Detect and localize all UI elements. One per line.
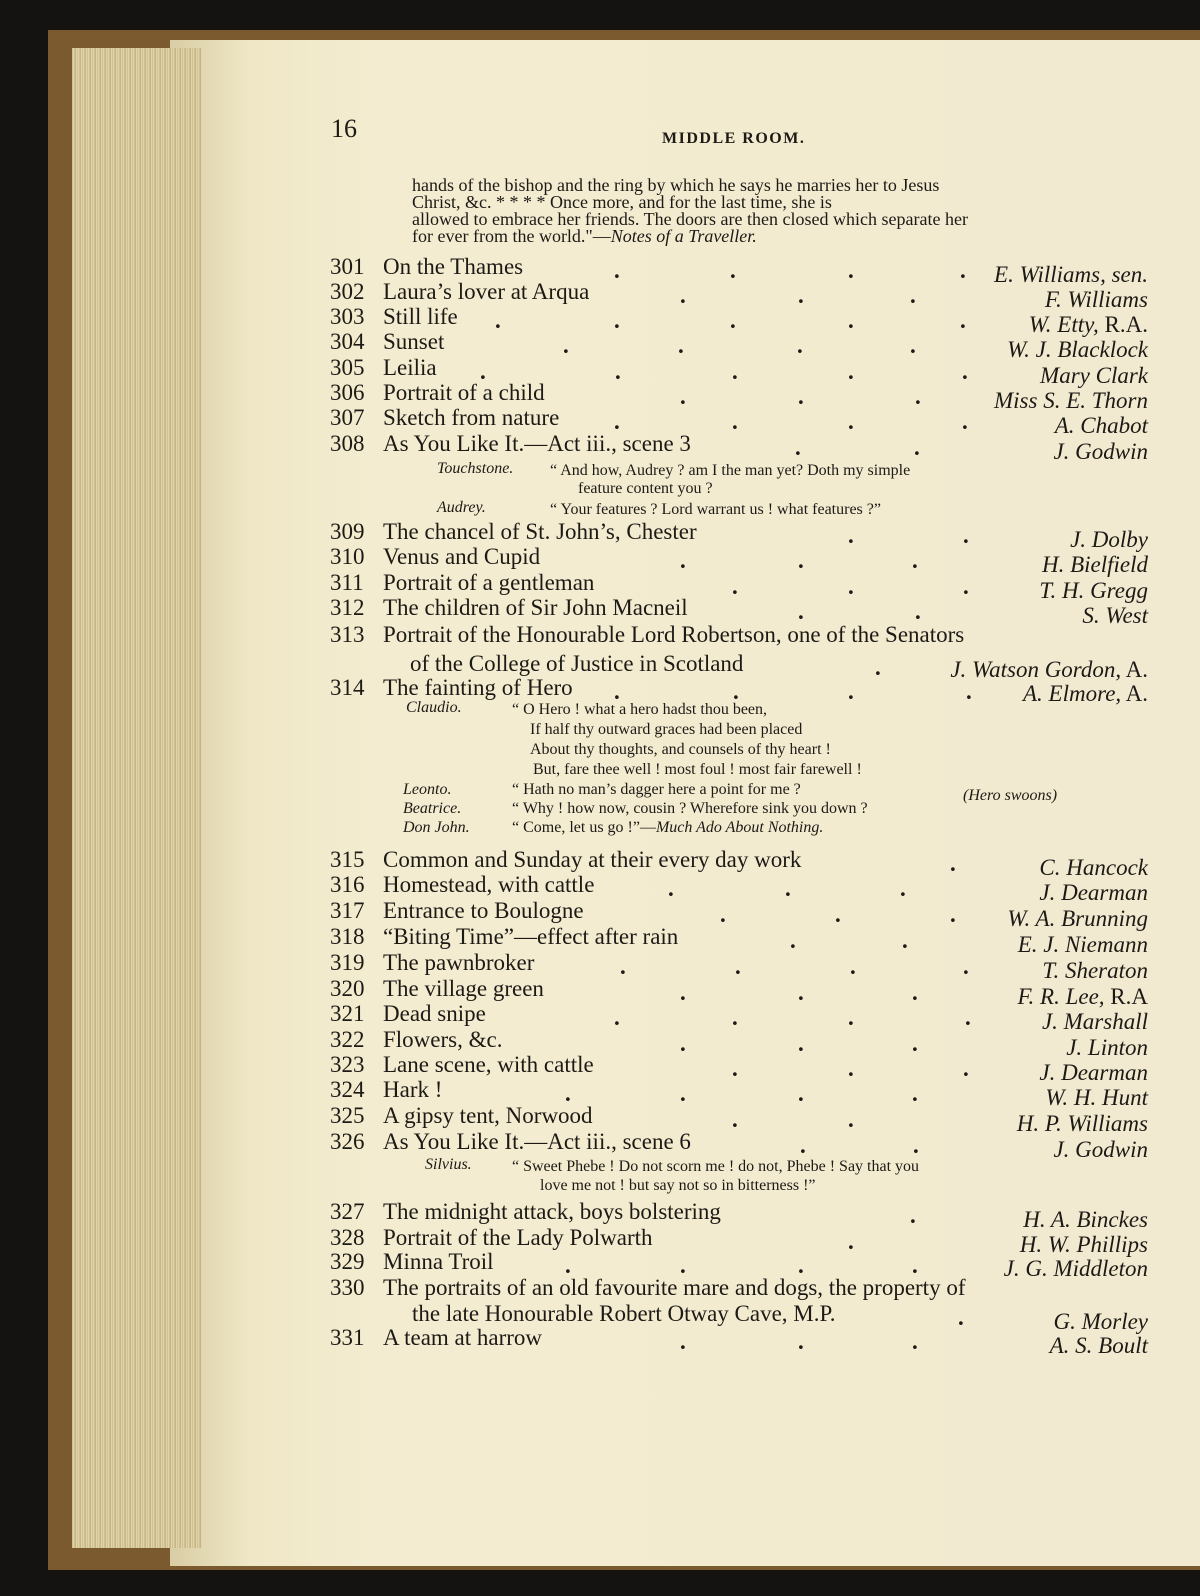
quote-line: “ O Hero ! what a hero hadst thou been, [512, 701, 768, 718]
entry-title: Venus and Cupid [383, 544, 541, 569]
stage-direction: (Hero swoons) [963, 787, 1058, 804]
leader-dot: . [495, 308, 501, 333]
leader-dot: . [680, 548, 686, 573]
leader-dot: . [910, 333, 916, 358]
artist-name: W. J. Blacklock [1007, 337, 1148, 362]
leader-dot: . [875, 655, 881, 680]
entry-number: 330 [330, 1275, 365, 1300]
artist-name: J. Dearman [1039, 1060, 1148, 1085]
entry-title: Leilia [383, 355, 437, 380]
leader-dot: . [732, 1107, 738, 1132]
entry-title: The chancel of St. John’s, Chester [383, 519, 697, 544]
leader-dot: . [798, 384, 804, 409]
entry-number: 304 [330, 329, 365, 354]
leader-dot: . [614, 409, 620, 434]
leader-dot: . [563, 333, 569, 358]
leader-dot: . [720, 902, 726, 927]
leader-dot: . [565, 1081, 571, 1106]
leader-dot: . [912, 1253, 918, 1278]
artist-name: J. Godwin [1053, 439, 1148, 464]
leader-dot: . [732, 409, 738, 434]
artist-name: J. Godwin [1053, 1137, 1148, 1162]
entry-title: Sketch from nature [383, 405, 560, 430]
quote-line: About thy thoughts, and counsels of thy heart ! [530, 741, 831, 758]
entry-number: 305 [330, 355, 365, 380]
entry-title: The midnight attack, boys bolstering [383, 1199, 721, 1224]
entry-number: 301 [330, 254, 365, 279]
leader-dot: . [848, 1229, 854, 1254]
leader-dot: . [963, 574, 969, 599]
leader-dot: . [848, 1107, 854, 1132]
leader-dot: . [960, 258, 966, 283]
leader-dot: . [963, 523, 969, 548]
leader-dot: . [730, 308, 736, 333]
leader-dot: . [615, 359, 621, 384]
leader-dot: . [912, 1329, 918, 1354]
running-head: MIDDLE ROOM. [662, 130, 806, 147]
entry-number: 315 [330, 847, 365, 872]
entry-title: of the College of Justice in Scotland [410, 651, 744, 676]
entry-number: 328 [330, 1225, 365, 1250]
entry-number: 319 [330, 950, 365, 975]
entry-number: 312 [330, 595, 365, 620]
leader-dot: . [958, 1305, 964, 1330]
artist-name: H. P. Williams [1016, 1111, 1148, 1136]
quote-line: “ And how, Audrey ? am I the man yet? Doth my simple [550, 462, 911, 479]
entry-title: Lane scene, with cattle [383, 1052, 594, 1077]
artist-name: A. S. Boult [1049, 1333, 1148, 1358]
quote-line: But, fare thee well ! most foul ! most fair farewell ! [533, 761, 862, 778]
artist-name: G. Morley [1053, 1309, 1148, 1334]
artist-name: A. Chabot [1054, 413, 1148, 438]
entry-title: “Biting Time”—effect after rain [383, 924, 679, 949]
leader-dot: . [798, 599, 804, 624]
artist-name: C. Hancock [1039, 855, 1148, 880]
entry-number: 327 [330, 1199, 365, 1224]
leader-dot: . [910, 283, 916, 308]
entry-number: 309 [330, 519, 365, 544]
speaker-audrey: Audrey. [437, 499, 486, 516]
entry-title: Portrait of a child [383, 380, 545, 405]
entry-title: The fainting of Hero [383, 675, 573, 700]
entry-number: 318 [330, 924, 365, 949]
leader-dot: . [962, 359, 968, 384]
artist-name: F. Williams [1044, 287, 1148, 312]
entry-number: 329 [330, 1249, 365, 1274]
leader-dot: . [680, 283, 686, 308]
entry-number: 326 [330, 1129, 365, 1154]
leader-dot: . [848, 574, 854, 599]
artist-name: T. Sheraton [1042, 958, 1148, 983]
leader-dot: . [680, 384, 686, 409]
entry-title: Dead snipe [383, 1001, 486, 1026]
leader-dot: . [680, 1081, 686, 1106]
leader-dot: . [614, 308, 620, 333]
entry-number: 308 [330, 431, 365, 456]
leader-dot: . [848, 1056, 854, 1081]
quote-line: feature content you ? [578, 480, 713, 497]
entry-number: 320 [330, 976, 365, 1001]
leader-dot: . [950, 902, 956, 927]
artist-name: J. Watson Gordon, A. [950, 657, 1148, 682]
entry-number: 310 [330, 544, 365, 569]
leader-dot: . [848, 679, 854, 704]
artist-name: Miss S. E. Thorn [994, 388, 1148, 413]
intro-source: Notes of a Traveller. [610, 226, 757, 246]
quote-line: love me not ! but say not so in bitterness !” [540, 1177, 816, 1194]
leader-dot: . [732, 359, 738, 384]
leader-dot: . [785, 876, 791, 901]
leader-dot: . [680, 1031, 686, 1056]
quote-text: “ Come, let us go !”— [512, 819, 656, 836]
leader-dot: . [850, 954, 856, 979]
leader-dot: . [914, 435, 920, 460]
artist-name: J. Marshall [1041, 1009, 1148, 1034]
intro-line: allowed to embrace her friends. The doors are then closed which separate her [412, 209, 968, 229]
leader-dot: . [965, 1005, 971, 1030]
speaker-silvius: Silvius. [425, 1156, 472, 1173]
leader-dot: . [620, 954, 626, 979]
artist-name: J. G. Middleton [1003, 1256, 1148, 1281]
quote-line: “ Why ! how now, cousin ? Wherefore sink you down ? [512, 800, 868, 817]
entry-title: As You Like It.—Act iii., scene 6 [383, 1129, 691, 1154]
entry-title: Portrait of the Honourable Lord Robertson, one of the Senators [383, 622, 965, 647]
artist-name: A. Elmore, A. [1023, 681, 1148, 706]
entry-title: The village green [383, 976, 544, 1001]
leader-dot: . [950, 851, 956, 876]
leader-dot: . [848, 1005, 854, 1030]
leader-dot: . [614, 1005, 620, 1030]
intro-line-text: for ever from the world."— [412, 226, 611, 246]
entry-title: Homestead, with cattle [383, 872, 595, 897]
entry-number: 323 [330, 1052, 365, 1077]
leader-dot: . [963, 954, 969, 979]
leader-dot: . [915, 384, 921, 409]
entry-number: 311 [330, 570, 364, 595]
leader-dot: . [962, 409, 968, 434]
entry-title: The children of Sir John Macneil [383, 595, 688, 620]
entry-title: On the Thames [383, 254, 524, 279]
entry-number: 302 [330, 279, 365, 304]
entry-title: Portrait of a gentleman [383, 570, 595, 595]
quote-source: Much Ado About Nothing. [655, 819, 824, 836]
leader-dot: . [798, 1081, 804, 1106]
leader-dot: . [848, 409, 854, 434]
leader-dot: . [798, 1031, 804, 1056]
leader-dot: . [795, 435, 801, 460]
artist-name: W. A. Brunning [1007, 906, 1148, 931]
artist-name: Mary Clark [1040, 363, 1148, 388]
leader-dot: . [848, 258, 854, 283]
entry-number: 325 [330, 1103, 365, 1128]
entry-title: Hark ! [383, 1077, 443, 1102]
leader-dot: . [480, 359, 486, 384]
leader-dot: . [798, 283, 804, 308]
leader-dot: . [798, 1329, 804, 1354]
artist-name: H. Bielfield [1041, 552, 1148, 577]
entry-title: The pawnbroker [383, 950, 535, 975]
speaker-claudio: Claudio. [406, 699, 462, 716]
leader-dot: . [912, 980, 918, 1005]
entry-number: 316 [330, 872, 365, 897]
leader-dot: . [848, 359, 854, 384]
leader-dot: . [730, 258, 736, 283]
leader-dot: . [910, 1203, 916, 1228]
leader-dot: . [732, 574, 738, 599]
quote-line: “ Hath no man’s dagger here a point for me ? [512, 781, 801, 798]
leader-dot: . [798, 548, 804, 573]
entry-title: the late Honourable Robert Otway Cave, M.P. [412, 1301, 836, 1326]
entry-title: A team at harrow [383, 1325, 543, 1350]
leader-dot: . [732, 1005, 738, 1030]
leader-dot: . [797, 333, 803, 358]
leader-dot: . [915, 599, 921, 624]
leader-dot: . [668, 876, 674, 901]
entry-title: Laura’s lover at Arqua [383, 279, 590, 304]
leader-dot: . [798, 1253, 804, 1278]
entry-number: 307 [330, 405, 365, 430]
entry-number: 324 [330, 1077, 365, 1102]
artist-name: H. A. Binckes [1023, 1207, 1148, 1232]
entry-title: Entrance to Boulogne [383, 898, 584, 923]
leader-dot: . [798, 980, 804, 1005]
leader-dot: . [912, 1031, 918, 1056]
leader-dot: . [680, 1253, 686, 1278]
entry-number: 306 [330, 380, 365, 405]
artist-name: W. H. Hunt [1045, 1085, 1148, 1110]
entry-title: As You Like It.—Act iii., scene 3 [383, 431, 691, 456]
artist-name: J. Dolby [1070, 527, 1148, 552]
leader-dot: . [900, 876, 906, 901]
speaker-beatrice: Beatrice. [403, 800, 462, 817]
intro-line: hands of the bishop and the ring by which he says he marries her to Jesus [412, 175, 940, 195]
leader-dot: . [565, 1253, 571, 1278]
page-number: 16 [331, 114, 357, 143]
leader-dot: . [848, 308, 854, 333]
quote-line: “ Sweet Phebe ! Do not scorn me ! do not, Phebe ! Say that you [512, 1158, 920, 1175]
leader-dot: . [913, 1133, 919, 1158]
leader-dot: . [732, 1056, 738, 1081]
leader-dot: . [902, 928, 908, 953]
leader-dot: . [800, 1133, 806, 1158]
leader-dot: . [848, 523, 854, 548]
leader-dot: . [680, 1329, 686, 1354]
intro-line: Christ, &c. * * * * Once more, and for the last time, she is [412, 192, 832, 212]
entry-number: 321 [330, 1001, 365, 1026]
entry-title: Flowers, &c. [383, 1027, 503, 1052]
entry-title: Portrait of the Lady Polwarth [383, 1225, 653, 1250]
leader-dot: . [960, 308, 966, 333]
quote-line: “ Your features ? Lord warrant us ! what features ?” [550, 501, 881, 518]
leader-dot: . [912, 1081, 918, 1106]
leader-dot: . [835, 902, 841, 927]
artist-name: T. H. Gregg [1039, 578, 1148, 603]
leader-dot: . [966, 679, 972, 704]
quote-line [512, 820, 823, 836]
leader-dot: . [963, 1056, 969, 1081]
entry-title: The portraits of an old favourite mare and dogs, the property of [383, 1275, 966, 1300]
entry-title: Common and Sunday at their every day work [383, 847, 802, 872]
entry-title: A gipsy tent, Norwood [383, 1103, 593, 1128]
artist-name: F. R. Lee, R.A [1017, 984, 1148, 1009]
leader-dot: . [735, 954, 741, 979]
artist-name: W. Etty, R.A. [1028, 312, 1148, 337]
leader-dot: . [790, 928, 796, 953]
entry-number: 314 [330, 675, 365, 700]
page-edges [72, 48, 202, 1548]
entry-number: 313 [330, 622, 365, 647]
speaker-don-john: Don John. [403, 819, 470, 836]
leader-dot: . [680, 980, 686, 1005]
artist-name: J. Linton [1066, 1035, 1148, 1060]
entry-number: 303 [330, 304, 365, 329]
entry-number: 322 [330, 1027, 365, 1052]
artist-name: J. Dearman [1039, 880, 1148, 905]
leader-dot: . [912, 548, 918, 573]
entry-number: 317 [330, 898, 365, 923]
leader-dot: . [678, 333, 684, 358]
entry-title: Sunset [383, 329, 445, 354]
quote-line: If half thy outward graces had been placed [530, 721, 803, 738]
speaker-touchstone: Touchstone. [437, 460, 514, 477]
artist-name: S. West [1082, 603, 1148, 628]
leader-dot: . [614, 258, 620, 283]
leader-dot: . [614, 679, 620, 704]
leader-dot: . [733, 679, 739, 704]
entry-title: Still life [383, 304, 458, 329]
artist-name: H. W. Phillips [1019, 1232, 1148, 1257]
entry-number: 331 [330, 1325, 365, 1350]
intro-line [412, 227, 757, 245]
speaker-leonto: Leonto. [403, 781, 452, 798]
entry-title: Minna Troil [383, 1249, 494, 1274]
artist-name: E. J. Niemann [1017, 932, 1148, 957]
artist-name: E. Williams, sen. [994, 262, 1148, 287]
